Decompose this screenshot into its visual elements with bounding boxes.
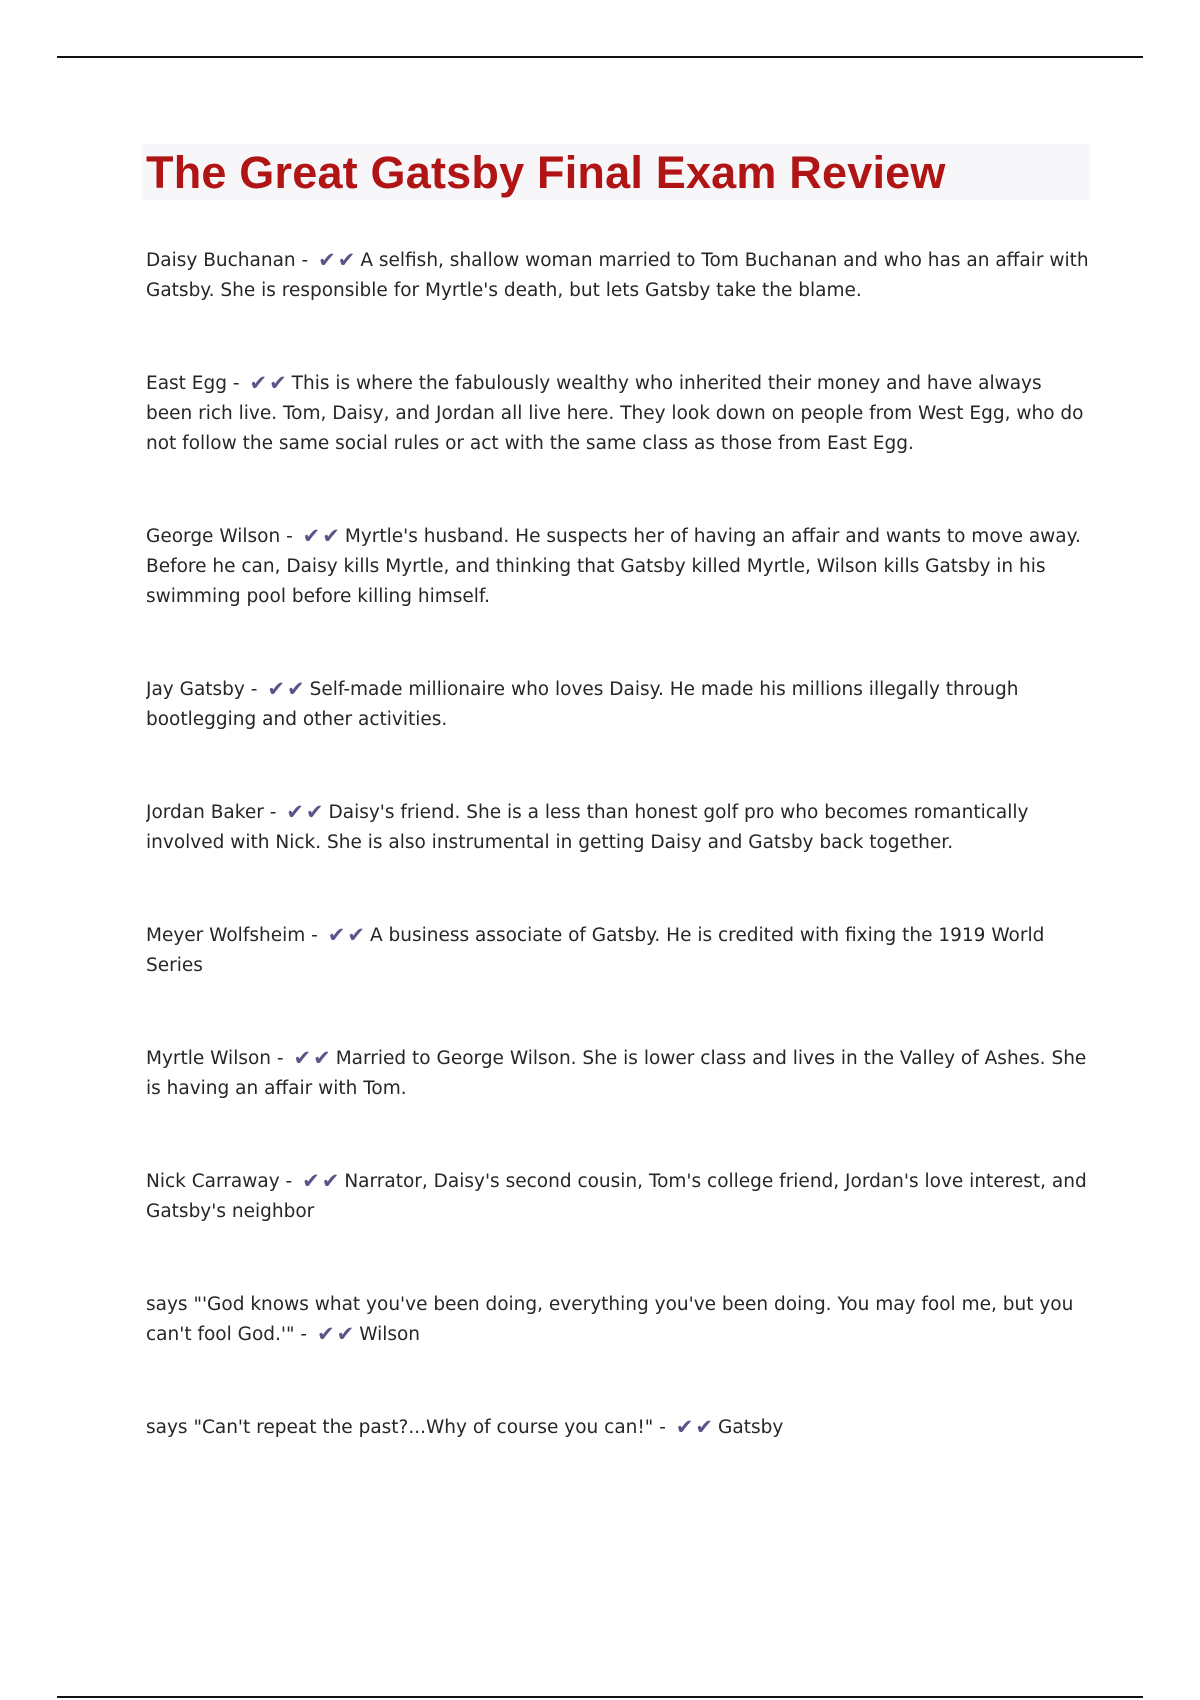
check-icon: ✔ — [286, 800, 304, 824]
check-icon: ✔ — [249, 371, 268, 395]
top-rule — [57, 56, 1143, 58]
check-icon: ✔ — [313, 1046, 331, 1070]
check-marks — [328, 921, 367, 951]
check-icon: ✔ — [347, 923, 365, 947]
check-icon: ✔ — [321, 1169, 340, 1193]
check-marks — [294, 1044, 333, 1074]
entry-answer: Self-made millionaire who loves Daisy. He made his millions illegally through bootlegging and other activities. — [146, 679, 1019, 730]
entry-separator: - — [300, 1324, 308, 1345]
entry-answer: This is where the fabulously wealthy who inherited their money and have always been rich live. Tom, Daisy, and Jordan all live here. They look down on people from West Egg, who do not follow the same social rules or act with the same class as those from East Egg. — [146, 373, 1084, 454]
check-marks — [302, 1167, 341, 1197]
check-icon: ✔ — [286, 677, 305, 701]
entry-separator: - — [659, 1417, 666, 1438]
entry-answer: Married to George Wilson. She is lower class and lives in the Valley of Ashes. She is having an affair with Tom. — [146, 1048, 1087, 1099]
entry-george-wilson — [146, 522, 1092, 675]
entry-east-egg — [146, 369, 1092, 522]
entry-gatsby-quote — [146, 1413, 1092, 1536]
entry-separator: - — [285, 1171, 293, 1192]
check-icon: ✔ — [337, 248, 356, 272]
entry-jay-gatsby — [146, 675, 1092, 798]
check-marks — [676, 1413, 715, 1443]
entry-separator: - — [311, 925, 318, 946]
check-marks — [249, 369, 288, 399]
entry-jordan-baker — [146, 798, 1092, 921]
entry-term: Jordan Baker — [146, 802, 264, 823]
entry-nick-carraway — [146, 1167, 1092, 1290]
entry-term: Meyer Wolfsheim — [146, 925, 306, 946]
entry-daisy-buchanan — [146, 246, 1092, 369]
title-banner — [142, 144, 1090, 200]
entry-term: Daisy Buchanan — [146, 250, 296, 271]
entry-term: Nick Carraway — [146, 1171, 280, 1192]
check-icon: ✔ — [316, 1322, 335, 1346]
entry-term: Myrtle Wilson — [146, 1048, 272, 1069]
entry-answer: Myrtle's husband. He suspects her of having an affair and wants to move away. Before he can, Daisy kills Myrtle, and thinking that Gatsby killed Myrtle, Wilson kills Gatsby in his swimming pool before killing himself. — [146, 526, 1081, 607]
entry-term: Jay Gatsby — [146, 679, 245, 700]
bottom-rule — [57, 1696, 1143, 1698]
entry-answer: Wilson — [359, 1324, 421, 1345]
entry-answer: Narrator, Daisy's second cousin, Tom's college friend, Jordan's love interest, and Gatsby's neighbor — [146, 1171, 1087, 1222]
check-icon: ✔ — [269, 371, 287, 395]
check-icon: ✔ — [327, 923, 346, 947]
check-icon: ✔ — [695, 1415, 714, 1439]
entry-separator: - — [286, 526, 293, 547]
review-entries — [146, 246, 1092, 1536]
entry-wilson-quote — [146, 1290, 1092, 1413]
check-icon: ✔ — [322, 524, 340, 548]
entry-term: says "'God knows what you've been doing, everything you've been doing. You may fool me, but you can't fool God.'" — [146, 1294, 1074, 1345]
entry-answer: Daisy's friend. She is a less than honest golf pro who becomes romantically involved with Nick. She is also instrumental in getting Daisy and Gatsby back together. — [146, 802, 1029, 853]
check-icon: ✔ — [305, 800, 324, 824]
check-marks — [317, 1320, 356, 1350]
check-marks — [318, 246, 357, 276]
check-icon: ✔ — [318, 248, 336, 272]
entry-term: says "Can't repeat the past?...Why of course you can!" — [146, 1417, 654, 1438]
page-title: The Great Gatsby Final Exam Review — [146, 146, 946, 198]
check-icon: ✔ — [267, 677, 285, 701]
check-marks — [286, 798, 325, 828]
entry-separator: - — [269, 802, 277, 823]
entry-separator: - — [276, 1048, 284, 1069]
check-icon: ✔ — [293, 1046, 312, 1070]
entry-answer: A selfish, shallow woman married to Tom Buchanan and who has an affair with Gatsby. She is responsible for Myrtle's death, but lets Gatsby take the blame. — [146, 250, 1089, 301]
check-marks — [267, 675, 306, 705]
check-marks — [303, 522, 342, 552]
entry-term: East Egg — [146, 373, 227, 394]
check-icon: ✔ — [675, 1415, 694, 1439]
entry-answer: A business associate of Gatsby. He is credited with fixing the 1919 World Series — [146, 925, 1045, 976]
entry-term: George Wilson — [146, 526, 281, 547]
entry-separator: - — [301, 250, 309, 271]
entry-answer: Gatsby — [718, 1417, 784, 1438]
check-icon: ✔ — [302, 524, 321, 548]
entry-separator: - — [232, 373, 240, 394]
check-icon: ✔ — [302, 1169, 320, 1193]
check-icon: ✔ — [336, 1322, 355, 1346]
entry-separator: - — [250, 679, 258, 700]
entry-myrtle-wilson — [146, 1044, 1092, 1167]
entry-meyer-wolfsheim — [146, 921, 1092, 1044]
